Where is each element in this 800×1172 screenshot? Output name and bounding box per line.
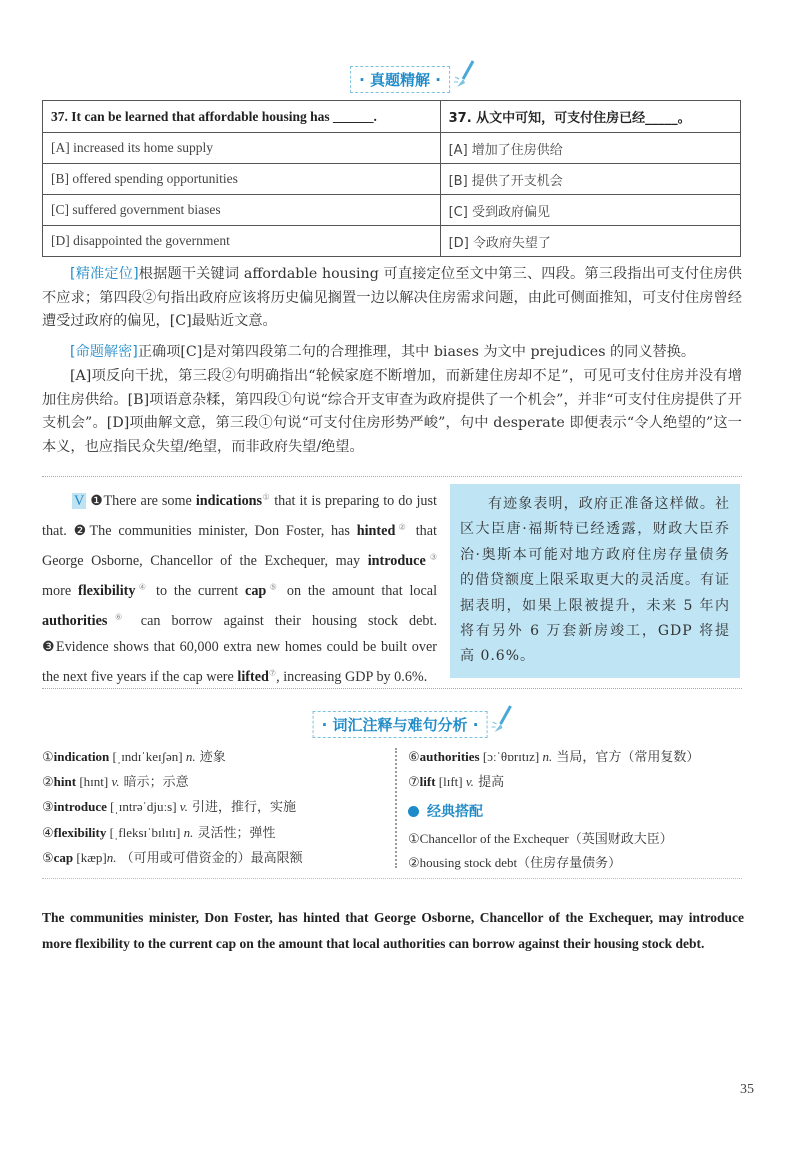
passage-paragraph: [42, 484, 437, 690]
vocab-part-of-speech: n.: [106, 849, 117, 865]
page-number: 35: [740, 1082, 754, 1097]
question-stem-en: 37. It can be learned that affordable housing has ______.: [43, 101, 441, 133]
option-en: [C] suffered government biases: [43, 195, 441, 226]
passage-text-run: ❶There are some: [86, 492, 196, 509]
vocab-meaning: 灵活性；弹性: [193, 825, 276, 841]
collocation-item: ①Chancellor of the Exchequer（英国财政大臣）: [408, 831, 673, 847]
section-title-text: · 真题精解 ·: [359, 71, 441, 89]
footnote-marker: ⑥: [107, 612, 130, 622]
option-cn: [B] 提供了开支机会: [440, 164, 740, 195]
divider: [42, 878, 742, 879]
decode-text: 正确项[C]是对第四段第二句的合理推理，其中 biases 为文中 prejudices 的同义替换。: [137, 344, 696, 360]
collocation-item: ②housing stock debt（住房存量债务）: [408, 855, 622, 871]
vocab-item: [42, 745, 303, 770]
passage-text-run: , increasing GDP by 0.6%.: [276, 668, 428, 685]
section-title-exam-analysis: [350, 66, 450, 93]
vocab-part-of-speech: v.: [465, 774, 474, 790]
column-divider: [395, 748, 397, 868]
passage-translation: 有迹象表明，政府正准备这样做。社区大臣唐·福斯特已经透露，财政大臣乔治·奥斯本可能对地方政府住房存量债务的借贷额度上限采取更大的灵活度。有证据表明，如果上限被提升，未来 5 年内将有另外 6 万套新房竣工，GDP 将提高 0.6%。: [450, 484, 740, 678]
vocab-number: ⑤: [42, 849, 54, 865]
vocab-word: hint: [53, 774, 77, 790]
vocab-meaning: 提高: [473, 775, 505, 791]
option-row: [43, 226, 741, 257]
option-row: [43, 133, 741, 164]
brush-icon: [453, 59, 477, 89]
section-title-text: · 词汇注释与难句分析 ·: [321, 716, 479, 734]
question-stem-row: [43, 101, 741, 133]
vocab-list-left: [42, 745, 303, 871]
passage-text-run: that it is preparing to do just that. ❷The communities minister, Don Foster, has: [42, 492, 437, 539]
option-en: [B] offered spending opportunities: [43, 164, 441, 195]
footnote-marker: ①: [262, 492, 271, 501]
vocab-pronunciation: [ɔːˈθɒrɪtɪz]: [479, 749, 543, 764]
collocations: [408, 800, 673, 876]
question-table: [42, 100, 741, 257]
passage-text-run: on the amount that local: [280, 583, 438, 600]
footnote-marker: ③: [425, 552, 437, 562]
vocab-keyword: cap: [245, 583, 267, 600]
passage-text-run: more: [42, 583, 78, 600]
vocab-keyword: authorities: [42, 613, 108, 630]
vocab-number: ⑦: [408, 774, 420, 790]
vocab-keyword: introduce: [367, 553, 426, 570]
passage-text-run: to the current: [149, 583, 246, 600]
option-row: [43, 164, 741, 195]
vocab-word: cap: [53, 849, 74, 865]
vocab-number: ①: [42, 749, 54, 764]
vocab-number: ④: [42, 824, 54, 840]
passage-text: [42, 493, 437, 685]
passage-text-run: that George Osborne, Chancellor of the Exchequer, may: [42, 522, 437, 570]
vocab-keyword: lifted: [237, 668, 269, 685]
vocab-item: [42, 846, 303, 871]
bullet-icon: [408, 806, 419, 817]
locate-tag: [精准定位]: [70, 266, 139, 282]
vocab-pronunciation: [lɪft]: [435, 774, 466, 790]
vocab-part-of-speech: n.: [542, 749, 553, 764]
vocab-word: introduce: [53, 799, 107, 815]
divider: [42, 688, 742, 689]
vocab-word: indication: [53, 749, 110, 764]
vocab-pronunciation: [hɪnt]: [76, 774, 112, 790]
vocab-meaning: 迹象: [195, 750, 226, 765]
vocab-part-of-speech: n.: [183, 824, 194, 840]
vocab-keyword: hinted: [356, 522, 396, 539]
vocab-keyword: flexibility: [77, 583, 136, 600]
analysis-decode: [42, 341, 742, 365]
vocab-keyword: indications: [195, 492, 263, 509]
brush-icon: [490, 704, 514, 734]
vocab-pronunciation: [ˌfleksɪˈbɪlɪtɪ]: [106, 824, 184, 840]
option-en: [A] increased its home supply: [43, 133, 441, 164]
vocab-number: ⑥: [408, 749, 420, 764]
key-sentence: The communities minister, Don Foster, has hinted that George Osborne, Chancellor of the Exchequer, may introduce more flexibility to the current cap on the amount that local authorities can borrow against their housing stock debt.: [42, 910, 744, 951]
footnote-marker: ②: [395, 522, 409, 532]
option-cn: [A] 增加了住房供给: [440, 133, 740, 164]
footnote-marker: ⑦: [268, 668, 277, 678]
vocab-pronunciation: [ˌɪntrəˈdjuːs]: [106, 799, 180, 815]
divider: [42, 476, 742, 477]
vocab-word: lift: [419, 774, 436, 790]
passage-text-run: can borrow against their housing stock debt. ❸Evidence shows that 60,000 extra new homes could be built over the next five years if the cap were: [42, 613, 438, 685]
vocab-meaning: 引进，推行，实施: [187, 800, 296, 816]
option-cn: [D] 令政府失望了: [440, 226, 740, 257]
vocab-item: [408, 745, 699, 770]
vocab-item: [42, 795, 303, 820]
option-en: [D] disappointed the government: [43, 226, 441, 257]
question-stem-cn: 37. 从文中可知，可支付住房已经_____。: [440, 101, 740, 133]
decode-tag: [命题解密]: [70, 344, 138, 360]
vocab-item: [408, 770, 699, 795]
vocab-part-of-speech: v.: [111, 774, 120, 790]
section-title-vocab: [313, 711, 488, 738]
vocab-item: [42, 770, 303, 795]
vocab-meaning: 暗示；示意: [119, 775, 189, 791]
analysis-distractors: [A]项反向干扰，第三段②句明确指出“轮候家庭不断增加，而新建住房却不足”，可见可支付住房并没有增加住房供给。[B]项语意杂糅，第四段①句说“综合开支审查为政府提供了一个机会”，并非“可支付住房提供了开支机会”。[D]项曲解文意，第三段①句说“可支付住房形势严峻”，句中 desperate 即便表示“令人绝望的”这一本义，也应指民众失望/绝望，而非政府失望/绝望。: [42, 368, 742, 455]
collocations-title: 经典搭配: [427, 804, 483, 820]
footnote-marker: ⑤: [266, 582, 281, 592]
vocab-item: [42, 821, 303, 846]
locate-text: 根据题干关键词 affordable housing 可直接定位至文中第三、四段。第三段指出可支付住房供不应求；第四段②句指出政府应该将历史偏见搁置一边以解决住房需求问题，由此可侧面推知，可支付住房曾经遭受过政府的偏见，[C]最贴近文意。: [42, 266, 742, 329]
vocab-word: flexibility: [53, 824, 107, 840]
vocab-meaning: （可用或可借资金的）最高限额: [116, 850, 303, 866]
vocab-pronunciation: [kæp]: [73, 849, 107, 865]
option-cn: [C] 受到政府偏见: [440, 195, 740, 226]
vocab-list-right: [408, 745, 699, 795]
vocab-meaning: 当局，官方（常用复数）: [552, 750, 700, 765]
collocations-heading: [408, 800, 673, 824]
vocab-number: ③: [42, 799, 54, 815]
option-row: [43, 195, 741, 226]
paragraph-number: V: [74, 492, 85, 509]
vocab-part-of-speech: n.: [185, 749, 196, 764]
vocab-part-of-speech: v.: [179, 799, 188, 815]
vocab-pronunciation: [ˌɪndɪˈkeɪʃən]: [109, 749, 186, 764]
vocab-word: authorities: [419, 749, 480, 764]
footnote-marker: ④: [135, 582, 150, 592]
analysis-locate: [42, 263, 742, 334]
vocab-number: ②: [42, 774, 54, 790]
